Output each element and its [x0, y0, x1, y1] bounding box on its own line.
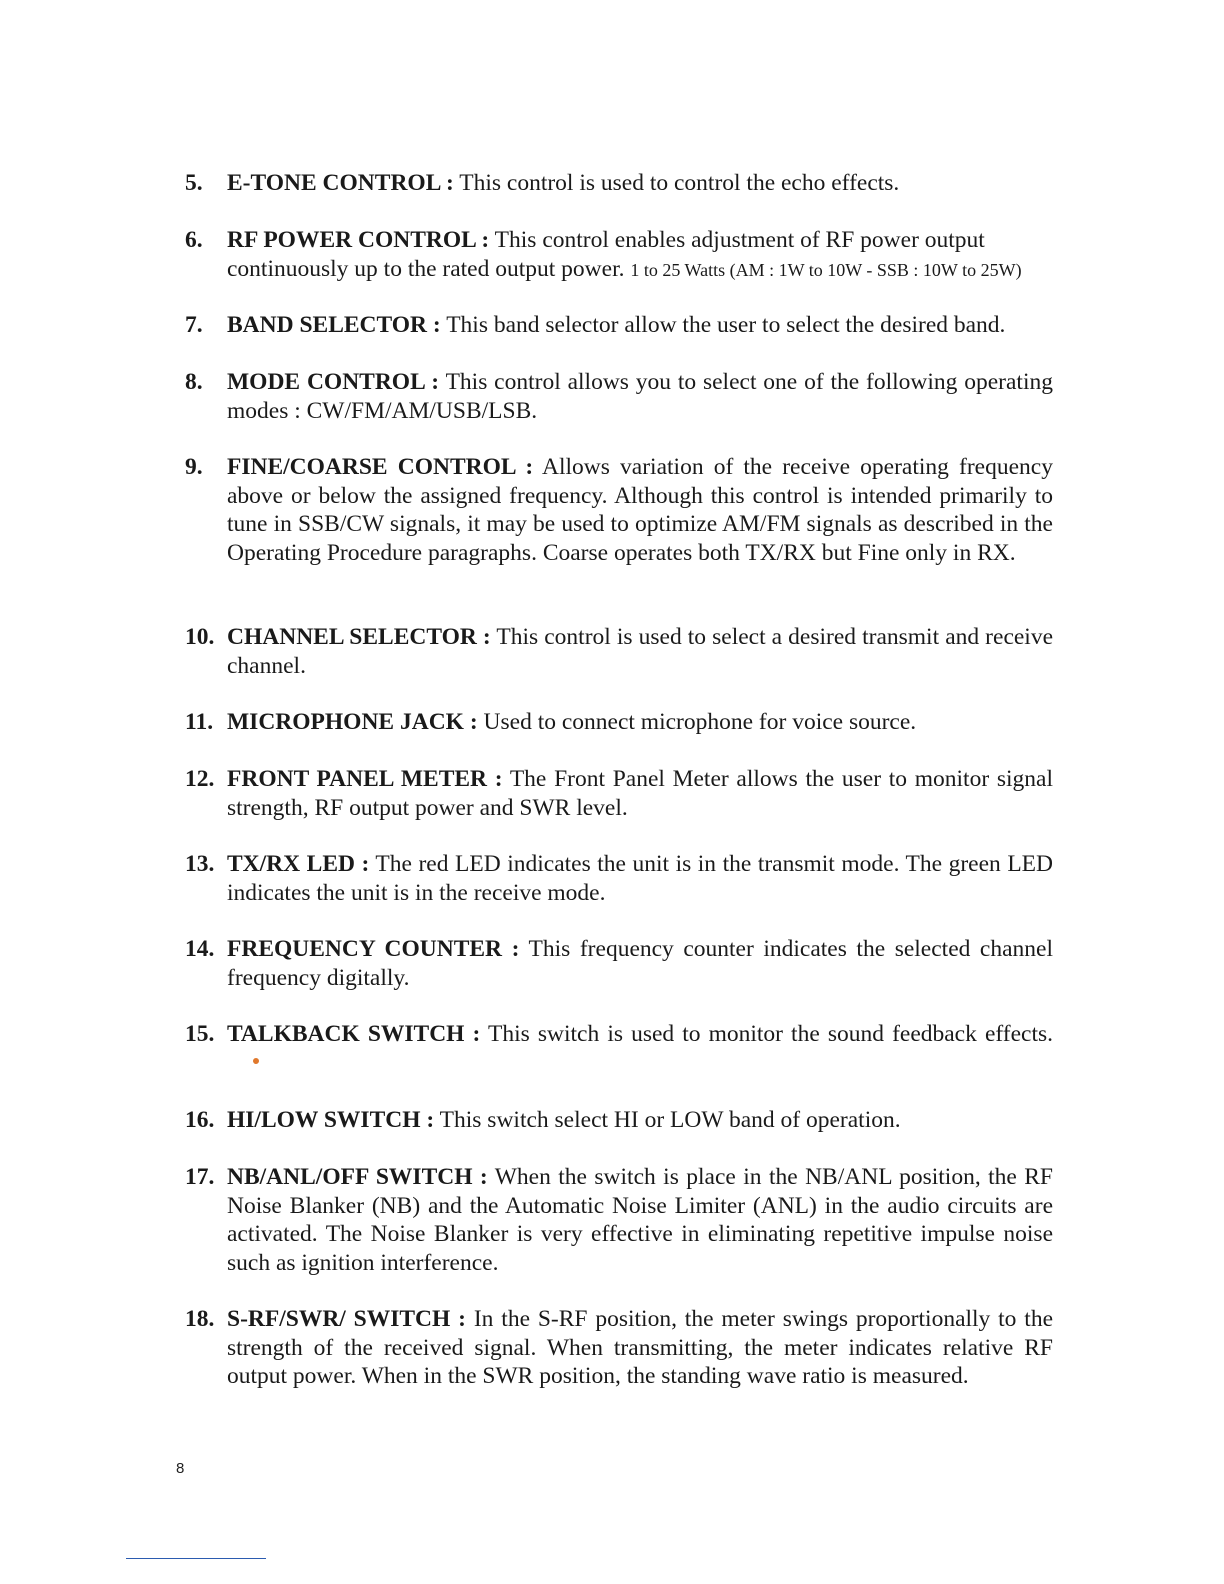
- item-17: [185, 1163, 1053, 1277]
- item-16: [185, 1106, 1053, 1135]
- item-text: The red LED indicates the unit is in the transmit mode. The green LED indicates the unit is in the receive mode.: [227, 851, 1053, 906]
- stray-mark: [253, 1058, 259, 1064]
- item-number: 6.: [185, 227, 203, 253]
- item-title: FINE/COARSE CONTROL :: [227, 454, 534, 480]
- item-number: 15.: [185, 1021, 215, 1047]
- item-number: 10.: [185, 624, 215, 650]
- item-13: [185, 850, 1053, 907]
- item-title: MICROPHONE JACK :: [227, 709, 478, 735]
- item-15: [185, 1020, 1053, 1077]
- item-12: [185, 765, 1053, 822]
- item-number: 18.: [185, 1306, 215, 1332]
- item-title: TX/RX LED :: [227, 851, 370, 877]
- item-number: 13.: [185, 851, 215, 877]
- item-text: Allows variation of the receive operating frequency above or below the assigned frequency. Although this control is intended primarily to tune in SSB/CW signals, it may be used to optimize AM/FM signals as described in the Operating Procedure paragraphs. Coarse operates both TX/RX but Fine only in RX.: [227, 454, 1053, 566]
- item-8: [185, 368, 1053, 425]
- item-number: 17.: [185, 1164, 215, 1190]
- item-number: 16.: [185, 1107, 215, 1133]
- item-title: FREQUENCY COUNTER :: [227, 936, 520, 962]
- item-number: 9.: [185, 454, 203, 480]
- item-title: S-RF/SWR/ SWITCH :: [227, 1306, 466, 1332]
- item-text: Used to connect microphone for voice source.: [483, 709, 917, 735]
- item-number: 8.: [185, 369, 203, 395]
- item-11: [185, 708, 1053, 737]
- item-title: NB/ANL/OFF SWITCH :: [227, 1164, 488, 1190]
- item-title: BAND SELECTOR :: [227, 312, 441, 338]
- item-number: 14.: [185, 936, 215, 962]
- item-14: [185, 935, 1053, 992]
- item-number: 11.: [185, 709, 214, 735]
- item-text: This frequency counter indicates the selected channel frequency digitally.: [227, 936, 1053, 991]
- page-number: 8: [176, 1460, 185, 1477]
- item-text: This control allows you to select one of the following operating modes : CW/FM/AM/USB/LSB.: [227, 369, 1053, 424]
- item-text: This switch select HI or LOW band of operation.: [439, 1107, 901, 1133]
- item-number: 5.: [185, 170, 203, 196]
- item-text: The Front Panel Meter allows the user to monitor signal strength, RF output power and SWR level.: [227, 766, 1053, 821]
- item-text: In the S-RF position, the meter swings proportionally to the strength of the received signal. When transmitting, the meter indicates relative RF output power. When in the SWR position, the standing wave ratio is measured.: [227, 1306, 1053, 1389]
- item-18: [185, 1305, 1053, 1391]
- item-text: When the switch is place in the NB/ANL position, the RF Noise Blanker (NB) and the Automatic Noise Limiter (ANL) in the audio circuits are activated. The Noise Blanker is very effective in eliminating repetitive impulse noise such as ignition interference.: [227, 1164, 1054, 1276]
- item-7: [185, 311, 1053, 340]
- item-number: 7.: [185, 312, 203, 338]
- footer-rule: [126, 1558, 266, 1559]
- item-text: This control is used to control the echo effects.: [459, 170, 900, 196]
- item-title: MODE CONTROL :: [227, 369, 440, 395]
- item-title: HI/LOW SWITCH :: [227, 1107, 435, 1133]
- item-text: This control enables adjustment of RF power output continuously up to the rated output power.: [227, 227, 985, 282]
- item-title: E-TONE CONTROL :: [227, 170, 454, 196]
- item-number: 12.: [185, 766, 215, 792]
- item-6: [185, 226, 1105, 284]
- item-title: CHANNEL SELECTOR :: [227, 624, 491, 650]
- item-text: This control is used to select a desired transmit and receive channel.: [227, 624, 1054, 679]
- item-title: FRONT PANEL METER :: [227, 766, 503, 792]
- item-10: [185, 623, 1053, 680]
- item-note: 1 to 25 Watts (AM : 1W to 10W - SSB : 10W to 25W): [630, 259, 1022, 280]
- item-5: [185, 169, 1053, 198]
- item-text: This band selector allow the user to select the desired band.: [446, 312, 1006, 338]
- item-title: TALKBACK SWITCH :: [227, 1021, 481, 1047]
- item-text: This switch is used to monitor the sound feedback effects.: [488, 1021, 1054, 1047]
- item-title: RF POWER CONTROL :: [227, 227, 490, 253]
- item-9: [185, 453, 1053, 567]
